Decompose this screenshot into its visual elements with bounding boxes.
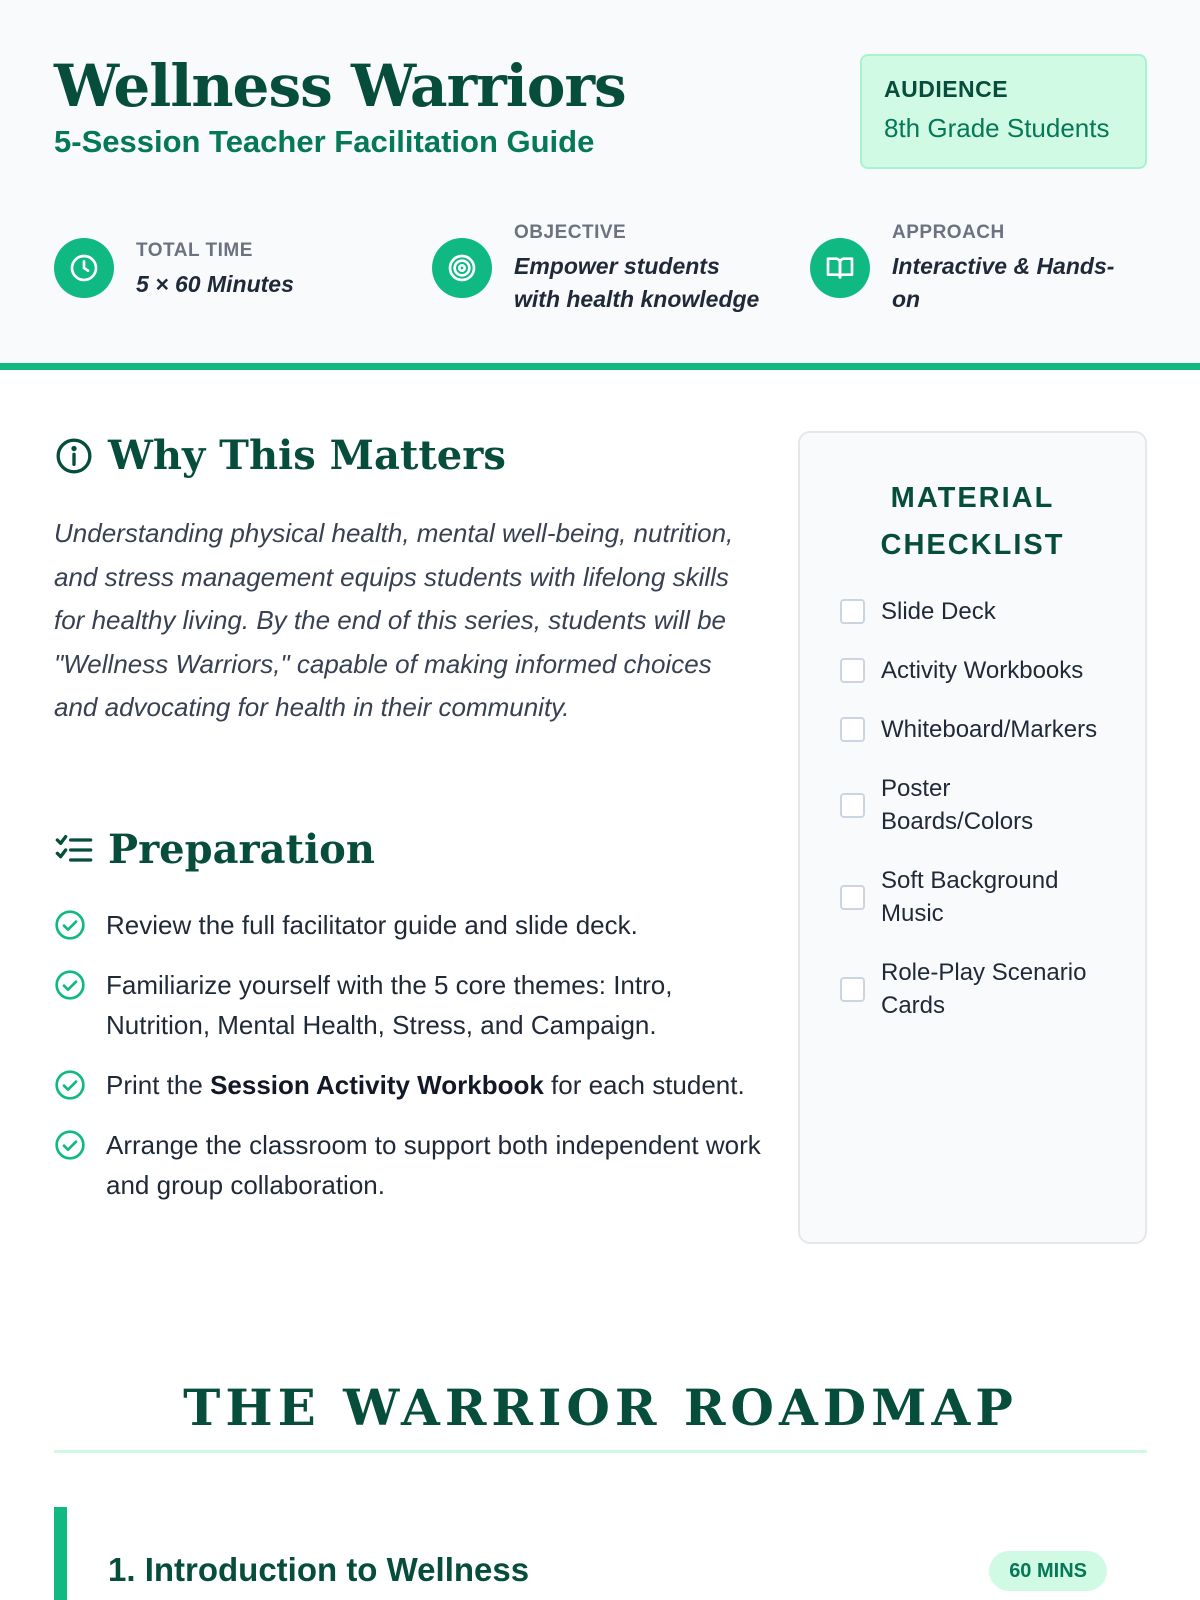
checklist-item[interactable]: [840, 654, 1125, 687]
check-circle-icon: [54, 1129, 86, 1161]
clock-icon: [54, 238, 114, 298]
checklist-item[interactable]: [840, 713, 1125, 746]
checklist-title: MATERIAL CHECKLIST: [880, 482, 1065, 561]
checklist-item-label: Slide Deck: [881, 598, 996, 625]
list-item-text: Review the full facilitator guide and slide deck.: [106, 910, 638, 940]
checkbox[interactable]: [840, 885, 865, 910]
page-subtitle: 5-Session Teacher Facilitation Guide: [54, 124, 595, 159]
meta-value: 5 × 60 Minutes: [136, 271, 294, 297]
target-icon: [432, 238, 492, 298]
checklist-item-label: Soft Background Music: [881, 867, 1059, 927]
material-checklist: [798, 431, 1147, 1244]
meta-label: TOTAL TIME: [136, 240, 253, 261]
list-item-text: Familiarize yourself with the 5 core themes: Intro, Nutrition, Mental Health, Stress, and Campaign.: [106, 970, 673, 1040]
preparation-heading: [54, 826, 375, 873]
audience-label: AUDIENCE: [884, 76, 1009, 102]
check-circle-icon: [54, 969, 86, 1001]
checkbox[interactable]: [840, 599, 865, 624]
list-item: [54, 1065, 764, 1105]
session-title: 1. Introduction to Wellness: [108, 1551, 530, 1588]
checklist-icon: [54, 830, 94, 870]
check-circle-icon: [54, 909, 86, 941]
list-item: [54, 905, 764, 945]
text-before: Print the: [106, 1070, 211, 1100]
book-icon: [810, 238, 870, 298]
checklist-item-label: Poster Boards/Colors: [881, 775, 1034, 835]
meta-approach: [810, 222, 1150, 316]
info-icon: [54, 436, 94, 476]
checklist-item[interactable]: [840, 956, 1125, 1022]
why-title: Why This Matters: [108, 432, 506, 479]
meta-value: Interactive & Hands-on: [892, 253, 1115, 312]
list-item-text: [106, 1065, 745, 1105]
workbook-emphasis: Session Activity Workbook: [210, 1070, 544, 1100]
checklist-item[interactable]: [840, 595, 1125, 628]
duration-badge: 60 MINS: [989, 1551, 1107, 1591]
roadmap-title: THE WARRIOR ROADMAP: [183, 1378, 1018, 1437]
checkbox[interactable]: [840, 977, 865, 1002]
checklist-items: [800, 595, 1145, 1022]
list-item: [54, 1125, 764, 1205]
meta-label: APPROACH: [892, 222, 1005, 243]
checklist-item[interactable]: [840, 772, 1125, 838]
session-card[interactable]: [54, 1507, 1147, 1600]
checklist-item-label: Activity Workbooks: [881, 657, 1084, 684]
check-circle-icon: [54, 1069, 86, 1101]
why-heading: [54, 432, 506, 479]
meta-value: Empower students with health knowledge: [514, 253, 760, 312]
checklist-item-label: Whiteboard/Markers: [881, 716, 1098, 743]
page-title: Wellness Warriors: [54, 52, 626, 120]
list-item-text: Arrange the classroom to support both independent work and group collaboration.: [106, 1130, 761, 1200]
meta-label: OBJECTIVE: [514, 222, 627, 243]
preparation-title: Preparation: [108, 826, 375, 873]
checkbox[interactable]: [840, 658, 865, 683]
header: [0, 0, 1200, 370]
checkbox[interactable]: [840, 793, 865, 818]
checkbox[interactable]: [840, 717, 865, 742]
checklist-item[interactable]: [840, 864, 1125, 930]
meta-objective: [432, 222, 772, 316]
preparation-list: [54, 905, 764, 1225]
list-item: [54, 965, 764, 1045]
meta-total-time: [54, 238, 294, 301]
audience-value: 8th Grade Students: [884, 113, 1110, 143]
why-paragraph: Understanding physical health, mental well-being, nutrition, and stress management equips students with lifelong skills for healthy living. By the end of this series, students will be "Wellness Warriors," capable of making informed choices and advocating for health in their community.: [54, 518, 734, 722]
audience-card: [860, 54, 1147, 169]
roadmap-divider: [54, 1450, 1147, 1453]
text-after: for each student.: [543, 1070, 745, 1100]
checklist-item-label: Role-Play Scenario Cards: [881, 959, 1087, 1019]
